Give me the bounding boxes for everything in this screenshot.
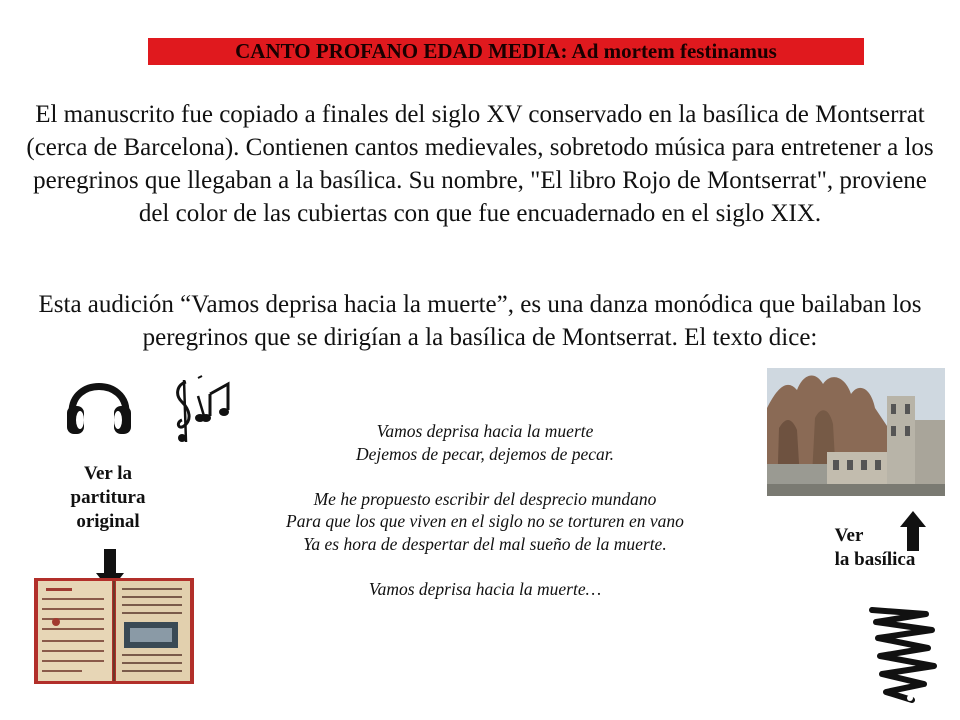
view-basilica-link-line: Ver [834, 525, 864, 546]
poem-blank-line [200, 555, 770, 578]
manuscript-image[interactable] [34, 578, 194, 684]
view-basilica-link-line: la basílica [834, 549, 916, 570]
view-score-link-line: Ver la [83, 463, 133, 484]
music-notes-icon [168, 374, 236, 444]
poem-line: Dejemos de pecar, dejemos de pecar. [355, 443, 615, 464]
view-basilica-link[interactable] [800, 524, 950, 572]
montserrat-photo[interactable] [767, 368, 945, 496]
intro-paragraph: El manuscrito fue copiado a finales del siglo XV conservado en la basílica de Montserrat (cerca de Barcelona). Contienen cantos medievales, sobretodo música para entretener a los peregrinos que llegaban a la basílica. Su nombre, "El libro Rojo de Montserrat", proviene del color de las cubiertas con que fue encuadernado en el siglo XIX. [26, 101, 934, 227]
poem-line: Vamos deprisa hacia la muerte… [368, 578, 602, 599]
view-score-link[interactable] [38, 462, 178, 534]
poem-blank-line [200, 465, 770, 488]
page-title: CANTO PROFANO EDAD MEDIA: Ad mortem festinamus [148, 38, 864, 65]
headphones-icon[interactable] [64, 368, 134, 438]
poem-line: Me he propuesto escribir del desprecio mundano [313, 488, 657, 509]
poem-line: Ya es hora de despertar del mal sueño de la muerte. [303, 533, 667, 554]
poem-line: Vamos deprisa hacia la muerte [376, 421, 594, 441]
poem-text [200, 420, 770, 600]
poem-line: Para que los que viven en el siglo no se torturen en vano [286, 511, 684, 531]
view-score-link-line: partitura [70, 487, 146, 508]
audition-paragraph: Esta audición “Vamos deprisa hacia la muerte”, es una danza monódica que bailaban los peregrinos que se dirigían a la basílica de Montserrat. El texto dice: [38, 291, 922, 351]
sound-wave-icon[interactable] [866, 604, 940, 704]
view-score-link-line: original [76, 511, 140, 532]
